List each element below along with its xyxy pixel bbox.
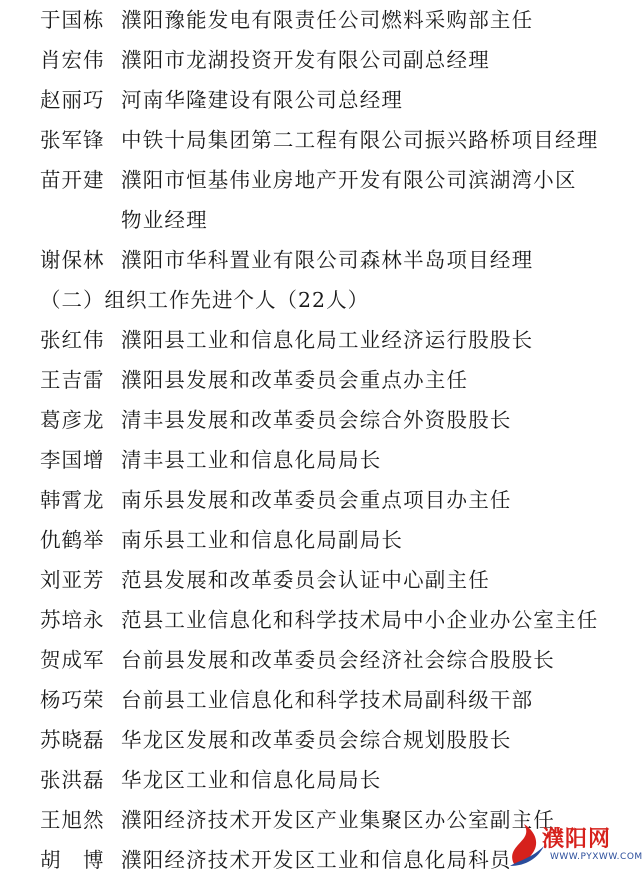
list-item (0, 520, 632, 560)
person-title: 濮阳经济技术开发区产业集聚区办公室副主任 (121, 808, 555, 832)
person-name: 赵丽巧 (40, 88, 105, 112)
list-item (0, 640, 632, 680)
person-name: 胡 博 (40, 848, 105, 872)
person-title-continued: 物业经理 (121, 208, 208, 232)
person-title: 范县发展和改革委员会认证中心副主任 (121, 568, 490, 592)
list-item-continuation (0, 200, 632, 240)
person-title: 中铁十局集团第二工程有限公司振兴路桥项目经理 (121, 128, 599, 152)
list-item (0, 160, 632, 200)
list-item (0, 120, 632, 160)
list-item (0, 440, 632, 480)
person-title: 台前县工业信息化和科学技术局副科级干部 (121, 688, 534, 712)
person-name: 仇鹤举 (40, 528, 105, 552)
list-item (0, 400, 632, 440)
person-title: 南乐县工业和信息化局副局长 (121, 528, 404, 552)
person-title: 濮阳经济技术开发区工业和信息化局科员 (121, 848, 512, 872)
section-heading-row (0, 280, 632, 320)
list-item (0, 360, 632, 400)
person-name: 杨巧荣 (40, 688, 105, 712)
person-name: 葛彦龙 (40, 408, 105, 432)
person-name: 刘亚芳 (40, 568, 105, 592)
person-name: 韩霄龙 (40, 488, 105, 512)
person-title: 濮阳市龙湖投资开发有限公司副总经理 (121, 48, 490, 72)
person-name: 张军锋 (40, 128, 105, 152)
person-title: 华龙区工业和信息化局局长 (121, 768, 382, 792)
person-title: 河南华隆建设有限公司总经理 (121, 88, 404, 112)
person-name: 苏培永 (40, 608, 105, 632)
person-name: 张洪磊 (40, 768, 105, 792)
person-name: 谢保林 (40, 248, 105, 272)
person-title: 濮阳县发展和改革委员会重点办主任 (121, 368, 469, 392)
person-title: 台前县发展和改革委员会经济社会综合股股长 (121, 648, 555, 672)
person-title: 范县工业信息化和科学技术局中小企业办公室主任 (121, 608, 599, 632)
person-name: 于国栋 (40, 8, 105, 32)
person-title: 清丰县发展和改革委员会综合外资股股长 (121, 408, 512, 432)
list-item (0, 480, 632, 520)
person-name: 李国增 (40, 448, 105, 472)
list-item (0, 600, 632, 640)
list-item (0, 560, 632, 600)
list-item (0, 40, 632, 80)
person-title: 南乐县发展和改革委员会重点项目办主任 (121, 488, 512, 512)
person-name: 苗开建 (40, 168, 105, 192)
person-title: 清丰县工业和信息化局局长 (121, 448, 382, 472)
section-heading: （二）组织工作先进个人（22人） (40, 288, 370, 312)
list-item (0, 80, 632, 120)
person-name: 肖宏伟 (40, 48, 105, 72)
list-item (0, 240, 632, 280)
watermark-url: WWW.PYXWW.COM (550, 852, 643, 862)
person-title: 濮阳市华科置业有限公司森林半岛项目经理 (121, 248, 534, 272)
site-watermark (506, 820, 643, 872)
person-title: 濮阳豫能发电有限责任公司燃料采购部主任 (121, 8, 534, 32)
list-item (0, 320, 632, 360)
person-name: 王旭然 (40, 808, 105, 832)
list-item (0, 760, 632, 800)
person-name: 贺成军 (40, 648, 105, 672)
person-name: 苏晓磊 (40, 728, 105, 752)
list-item (0, 0, 632, 40)
flame-logo-icon (506, 824, 546, 868)
person-title: 华龙区发展和改革委员会综合规划股股长 (121, 728, 512, 752)
list-item (0, 720, 632, 760)
list-item (0, 680, 632, 720)
person-title: 濮阳市恒基伟业房地产开发有限公司滨湖湾小区 (121, 168, 577, 192)
person-name: 张红伟 (40, 328, 105, 352)
watermark-brand: 濮阳网 (542, 827, 612, 852)
person-title: 濮阳县工业和信息化局工业经济运行股股长 (121, 328, 534, 352)
person-name: 王吉雷 (40, 368, 105, 392)
